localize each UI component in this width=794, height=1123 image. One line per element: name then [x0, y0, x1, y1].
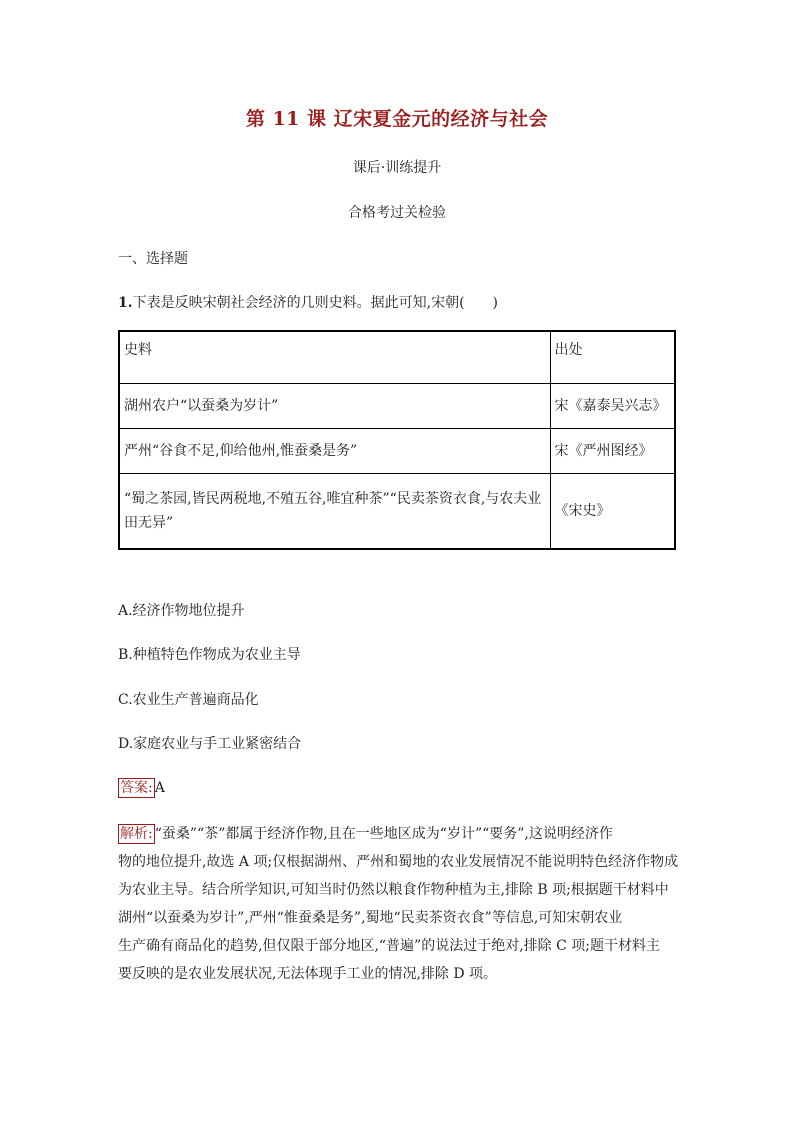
- row-source: 宋《严州图经》: [550, 429, 675, 474]
- option-c[interactable]: C.农业生产普遍商品化: [118, 692, 259, 708]
- header-source: 出处: [550, 331, 675, 384]
- option-b[interactable]: B.种植特色作物成为农业主导: [118, 647, 301, 663]
- question-1: [118, 292, 498, 312]
- header-material: 史料: [119, 331, 550, 384]
- source-table: [118, 330, 676, 550]
- answer-line: [118, 778, 165, 798]
- analysis-line: 生产确有商品化的趋势,但仅限于部分地区,“普遍”的说法过于绝对,排除 C 项;题干材料主: [118, 938, 660, 954]
- answer-tag: 答案:: [120, 780, 153, 796]
- subtitle-after-class: 课后·训练提升: [352, 160, 442, 176]
- table-row: [119, 429, 675, 474]
- row-source: 《宋史》: [550, 474, 675, 550]
- question-number: 1.: [118, 295, 133, 311]
- row-material: “蜀之茶园,皆民两税地,不殖五谷,唯宜种茶”“民卖茶资衣食,与农夫业田无异”: [119, 474, 550, 550]
- answer-value: A: [154, 780, 165, 796]
- option-d[interactable]: D.家庭农业与手工业紧密结合: [118, 736, 302, 752]
- analysis-line: [118, 820, 678, 848]
- analysis-line: 湖州“以蚕桑为岁计”,严州“惟蚕桑是务”,蜀地“民卖茶资衣食”等信息,可知宋朝农业: [118, 910, 623, 926]
- row-source: 宋《嘉泰吴兴志》: [550, 384, 675, 429]
- analysis-line: 要反映的是农业发展状况,无法体现手工业的情况,排除 D 项。: [118, 966, 498, 982]
- row-material: 严州“谷食不足,仰给他州,惟蚕桑是务”: [119, 429, 550, 474]
- analysis-text: “蚕桑”“茶”都属于经济作物,且在一些地区成为“岁计”“要务”,这说明经济作: [154, 826, 613, 842]
- analysis-line: 物的地位提升,故选 A 项;仅根据湖州、严州和蜀地的农业发展情况不能说明特色经济作物成: [118, 854, 679, 870]
- lesson-title: 第 11 课 辽宋夏金元的经济与社会: [245, 108, 549, 130]
- table-row: [119, 474, 675, 550]
- analysis-line: 为农业主导。结合所学知识,可知当时仍然以粮食作物种植为主,排除 B 项;根据题干材料中: [118, 882, 669, 898]
- row-material: 湖州农户“以蚕桑为岁计”: [119, 384, 550, 429]
- analysis-tag: 解析:: [120, 826, 153, 842]
- section-heading: 一、选择题: [118, 251, 188, 267]
- question-text: 下表是反映宋朝社会经济的几则史料。据此可知,宋朝( ): [132, 295, 498, 311]
- table-header-row: [119, 331, 675, 384]
- option-a[interactable]: A.经济作物地位提升: [118, 603, 245, 619]
- analysis-block: [118, 820, 678, 988]
- table-row: [119, 384, 675, 429]
- subtitle-exam-check: 合格考过关检验: [348, 205, 446, 221]
